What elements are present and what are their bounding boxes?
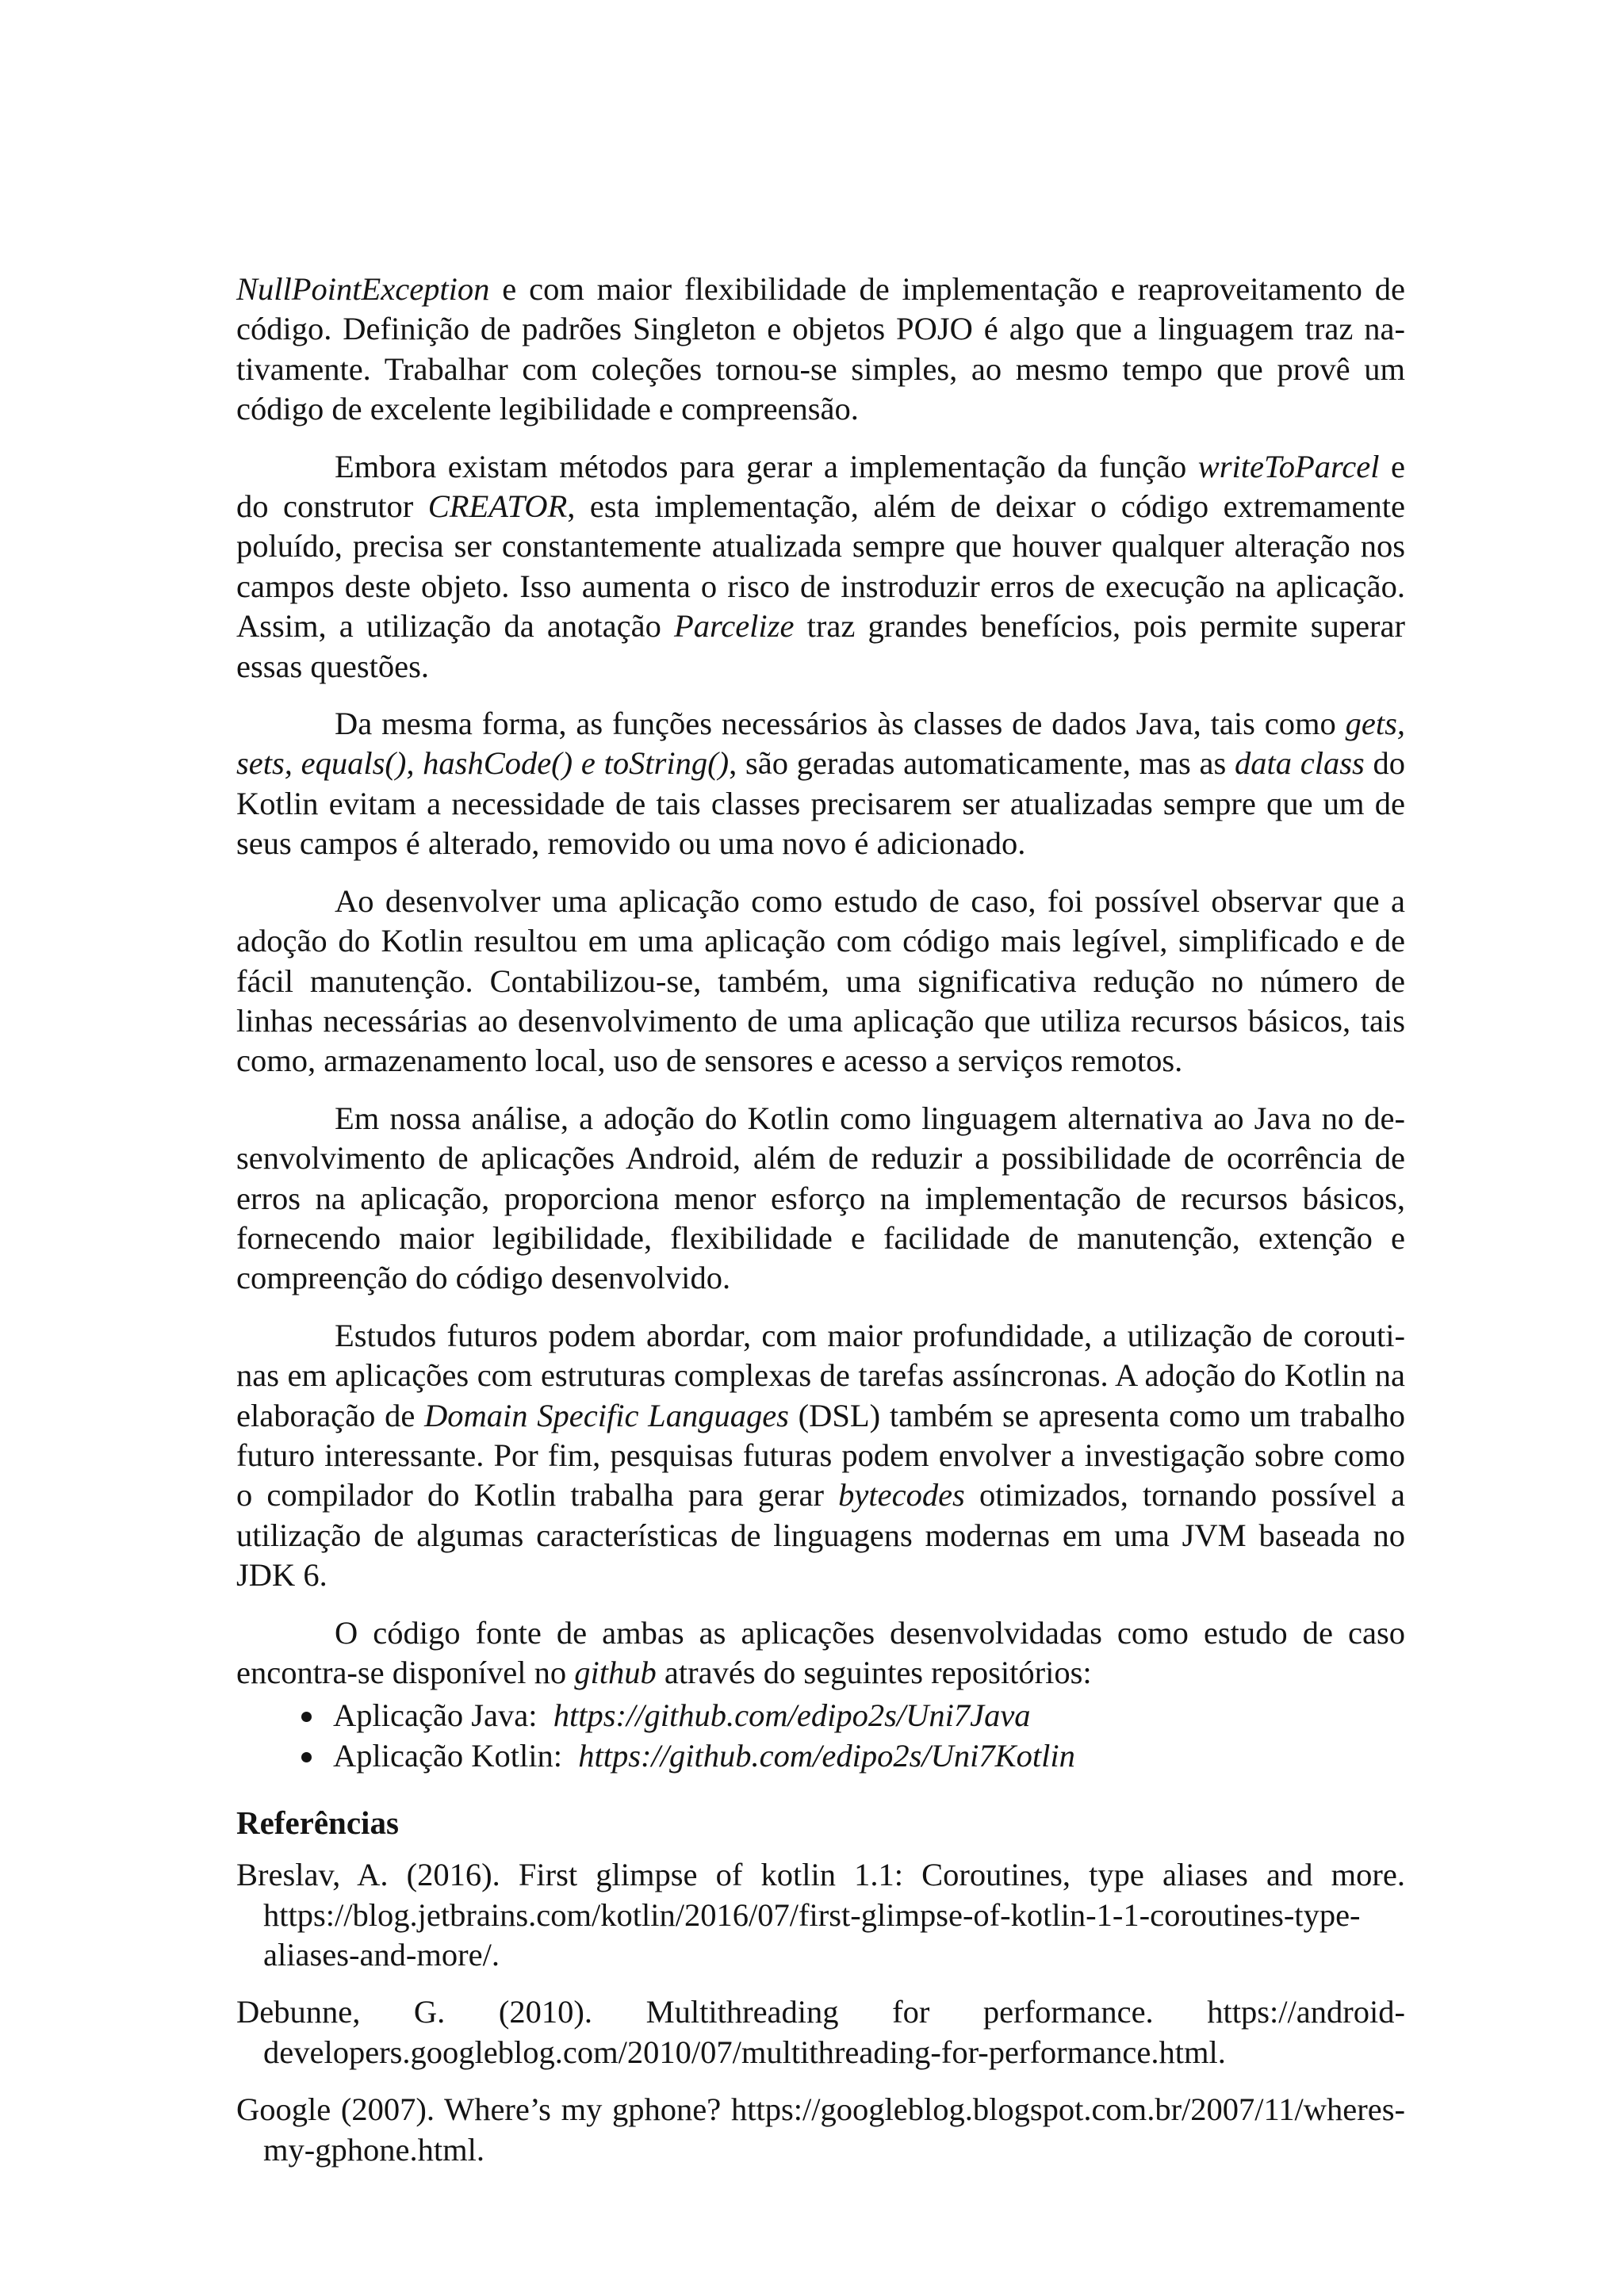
term-italic: NullPointException [236, 271, 490, 307]
paragraph-text: O código fonte de ambas as aplicações desenvolvidadas como estudo de caso encontra-se disponível no [236, 1614, 1405, 1690]
paragraph-parcel [236, 447, 1405, 687]
bullet-icon [301, 1712, 312, 1722]
paragraph-case-study [236, 882, 1405, 1081]
repo-link[interactable]: https://github.com/edipo2s/Uni7Kotlin [578, 1737, 1075, 1774]
paragraph-source-code [236, 1613, 1405, 1693]
term-italic: CREATOR [427, 488, 568, 525]
paragraph-text: Estudos futuros podem abordar, com maior profundidade, a utilização de coroutinas em aplicações com estruturas complexas de tarefas assíncronas. A adoção do Kotlin na elaboração de [236, 1317, 1405, 1433]
term-italic: writeToParcel [1197, 448, 1380, 484]
paragraph-analysis [236, 1099, 1405, 1299]
repo-link[interactable]: https://github.com/edipo2s/Uni7Java [553, 1697, 1031, 1734]
term-italic: gets, sets, equals(), hashCode() e toString() [236, 706, 1405, 782]
paragraph-text: Em nossa análise, a adoção do Kotlin como linguagem alternativa ao Java no desenvolvimento de aplicações Android, além de reduzir a possibilidade de ocorrência de erros na aplicação, proporciona menor esforço na implementação de recursos básicos, fornecendo maior legibilidade, flexibilidade e facilidade de manutenção, extenção e compreenção do código desenvolvido. [236, 1100, 1405, 1296]
reference-debunne: Debunne, G. (2010). Multithreading for performance. https://android-developers.googleblog.com/2010/07/multithreading-for-performance.html. [236, 1994, 1405, 2070]
paragraph-text: , são geradas automaticamente, mas as [729, 745, 1235, 782]
paragraph-text: do Kotlin evitam a necessidade de tais classes precisarem ser atualizadas sempre que um de seus campos é alterado, removido ou uma novo é adicionado. [236, 745, 1405, 862]
paragraph-nullpoint [236, 270, 1405, 430]
paragraph-text: , esta implementação, além de deixar o código extremamente poluído, precisa ser constantemente atualizada sempre que houver qualquer alteração nos campos deste objeto. Isso aumenta o risco de instroduzir erros de execução na aplicação. Assim, a utilização da anotação [236, 488, 1405, 645]
paragraph-text: Embora existam métodos para gerar a implementação da função [335, 448, 1198, 484]
reference-breslav: Breslav, A. (2016). First glimpse of kotlin 1.1: Coroutines, type aliases and more. https://blog.jetbrains.com/kotlin/2016/07/first-glimpse-of-kotlin-1-1-coroutines-type-aliases-and-more/. [236, 1857, 1405, 1973]
paragraph-future-work [236, 1316, 1405, 1596]
paragraph-text: através do seguintes repositórios: [656, 1655, 1092, 1690]
repo-label: Aplicação Java: [333, 1697, 538, 1734]
paragraph-text: Da mesma forma, as funções necessários às classes de dados Java, tais como [335, 706, 1346, 742]
paragraph-text: e com maior flexibilidade de implementação e reaproveitamento de código. Definição de padrões Singleton e objetos POJO é algo que a linguagem traz nativamente. Trabalhar com coleções tornou-se simples, ao mesmo tempo que provê um código de excelente legibilidade e compreensão. [236, 271, 1405, 427]
paragraph-text: traz grandes benefícios, pois permite superar essas questões. [236, 608, 1405, 684]
list-item-java-repo [301, 1696, 1405, 1735]
page-body [236, 270, 1405, 2187]
repo-label: Aplicação Kotlin: [333, 1737, 563, 1774]
paragraph-data-class [236, 704, 1405, 864]
term-italic: data class [1235, 745, 1365, 782]
reference-google: Google (2007). Where’s my gphone? https://googleblog.blogspot.com.br/2007/11/wheres-my-gphone.html. [236, 2091, 1405, 2168]
term-italic: bytecodes [838, 1477, 965, 1513]
term-italic: Domain Specific Languages [424, 1397, 789, 1433]
references-heading: Referências [236, 1804, 399, 1842]
paragraph-text: otimizados, tornando possível a utilização de algumas características de linguagens modernas em uma JVM baseada no JDK 6. [236, 1477, 1406, 1594]
repository-list [236, 1696, 1405, 1776]
bullet-icon [301, 1752, 312, 1762]
paragraph-text: Ao desenvolver uma aplicação como estudo de caso, foi possível observar que a adoção do Kotlin resultou em uma aplicação com código mais legível, simplificado e de fácil manutenção. Contabilizou-se, também, uma significativa redução no número de linhas necessárias ao desenvolvimento de uma aplicação que utiliza recursos básicos, tais como, armazenamento local, uso de sensores e acesso a serviços remotos. [236, 882, 1405, 1079]
term-italic: Parcelize [673, 608, 795, 645]
list-item-kotlin-repo [301, 1736, 1405, 1776]
paragraph-text: (DSL) também se apresenta como um trabalho futuro interessante. Por fim, pesquisas futuras podem envolver a investigação sobre como o compilador do Kotlin trabalha para gerar [236, 1397, 1405, 1513]
paragraph-text: e do construtor [236, 448, 1405, 525]
term-italic: github [574, 1655, 657, 1690]
